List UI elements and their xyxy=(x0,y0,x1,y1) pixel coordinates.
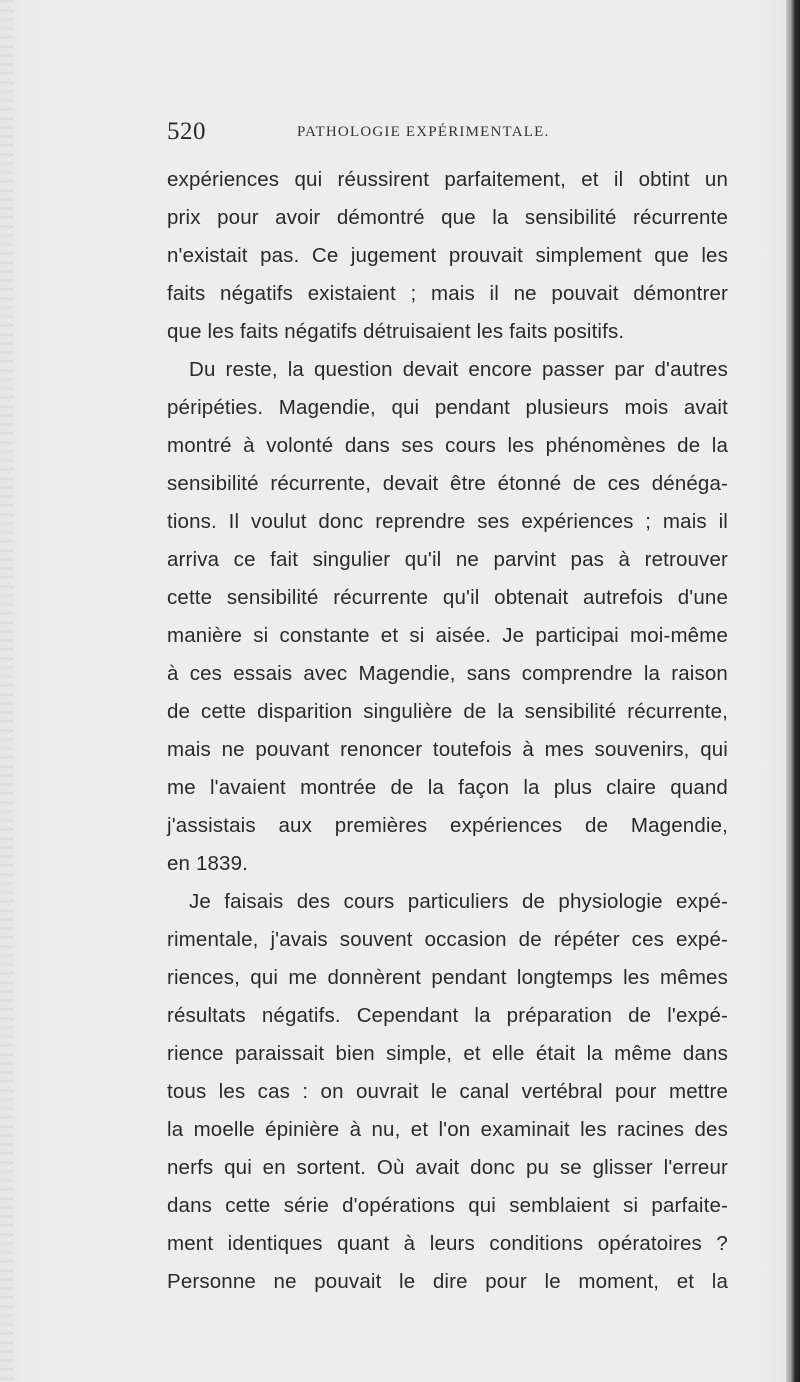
text-line: que les faits négatifs détruisaient les faits positifs. xyxy=(167,320,625,343)
text-line: de cette disparition singulière de la sensibilité récurrente, xyxy=(167,700,728,723)
text-line: manière si constante et si aisée. Je participai moi-même xyxy=(167,624,728,647)
text-line: à ces essais avec Magendie, sans comprendre la raison xyxy=(167,662,728,685)
text-line: arriva ce fait singulier qu'il ne parvint pas à retrouver xyxy=(167,548,728,571)
text-line: la moelle épinière à nu, et l'on examinait les racines des xyxy=(167,1118,728,1141)
text-line: ment identiques quant à leurs conditions opératoires ? xyxy=(167,1232,728,1255)
book-spine-shadow xyxy=(786,0,800,1382)
text-line: rimentale, j'avais souvent occasion de répéter ces expé- xyxy=(167,928,728,951)
text-line: expériences qui réussirent parfaitement, et il obtint un xyxy=(167,168,728,191)
text-line: n'existait pas. Ce jugement prouvait simplement que les xyxy=(167,244,728,267)
text-line: dans cette série d'opérations qui semblaient si parfaite- xyxy=(167,1194,728,1217)
text-line: Du reste, la question devait encore passer par d'autres xyxy=(189,358,728,381)
page-number: 520 xyxy=(167,118,206,145)
running-title: PATHOLOGIE EXPÉRIMENTALE. xyxy=(297,124,550,140)
text-line: résultats négatifs. Cependant la préparation de l'expé- xyxy=(167,1004,728,1027)
text-line: sensibilité récurrente, devait être étonné de ces dénéga- xyxy=(167,472,728,495)
text-line: rience paraissait bien simple, et elle était la même dans xyxy=(167,1042,728,1065)
text-line: j'assistais aux premières expériences de Magendie, xyxy=(167,814,728,837)
text-line: Personne ne pouvait le dire pour le moment, et la xyxy=(167,1270,728,1293)
text-line: cette sensibilité récurrente qu'il obtenait autrefois d'une xyxy=(167,586,728,609)
text-line: montré à volonté dans ses cours les phénomènes de la xyxy=(167,434,728,457)
text-line: me l'avaient montrée de la façon la plus claire quand xyxy=(167,776,728,799)
text-line: riences, qui me donnèrent pendant longtemps les mêmes xyxy=(167,966,728,989)
body-text xyxy=(167,161,728,1301)
text-line: mais ne pouvant renoncer toutefois à mes souvenirs, qui xyxy=(167,738,728,761)
text-line: Je faisais des cours particuliers de physiologie expé- xyxy=(189,890,728,913)
text-line: péripéties. Magendie, qui pendant plusieurs mois avait xyxy=(167,396,728,419)
page-left-edge xyxy=(0,0,14,1382)
text-line: faits négatifs existaient ; mais il ne pouvait démontrer xyxy=(167,282,728,305)
text-line: en 1839. xyxy=(167,852,248,875)
page-header xyxy=(167,118,727,148)
text-line: prix pour avoir démontré que la sensibilité récurrente xyxy=(167,206,728,229)
text-line: tions. Il voulut donc reprendre ses expériences ; mais il xyxy=(167,510,728,533)
text-line: nerfs qui en sortent. Où avait donc pu se glisser l'erreur xyxy=(167,1156,728,1179)
text-line: tous les cas : on ouvrait le canal vertébral pour mettre xyxy=(167,1080,728,1103)
